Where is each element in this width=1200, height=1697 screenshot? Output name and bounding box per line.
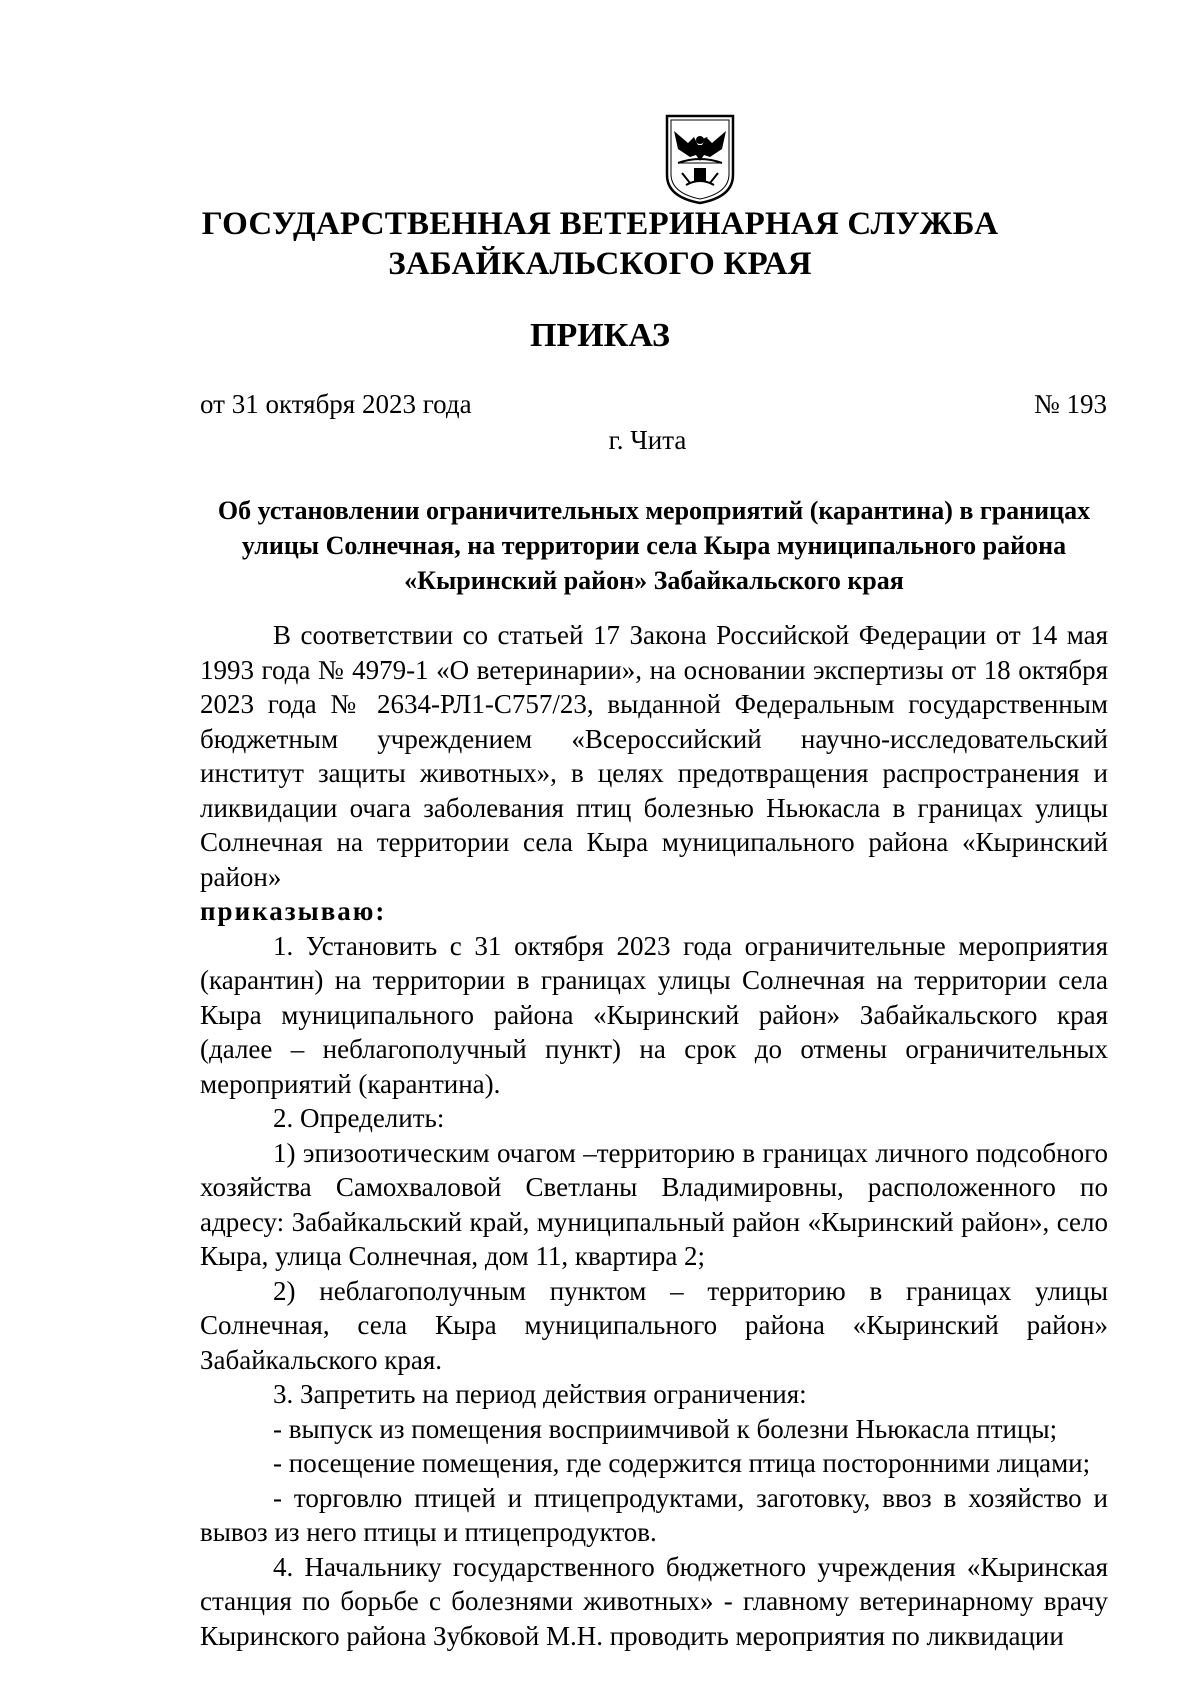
clause-2: 2. Определить: (273, 1103, 445, 1133)
document-type: ПРИКАЗ (530, 317, 670, 354)
clause-3-2: - посещение помещения, где содержится птица посторонними лицами; (273, 1448, 1091, 1478)
clause-1: 1. Установить с 31 октября 2023 года ограничительные мероприятия (карантин) на территории в границах улицы Солнечная на территории села Кыра муниципального района «Кыринский район» Забайкальского края (далее – неблагополучный пункт) на срок до отмены ограничительных мероприятий (карантина). (200, 930, 1108, 1099)
organization-title-line1: ГОСУДАРСТВЕННАЯ ВЕТЕРИНАРНАЯ СЛУЖБА (201, 206, 999, 242)
clause-2-1: 1) эпизоотическим очагом –территорию в границах личного подсобного хозяйства Самохваловой Светланы Владимировны, расположенного по адресу: Забайкальский край, муниципальный район «Кыринский район», село Кыра, улица Солнечная, дом 11, квартира 2; (200, 1137, 1108, 1271)
organization-title (0, 204, 1200, 284)
coat-of-arms-icon (664, 113, 736, 205)
decree-paragraph (200, 894, 1108, 929)
clause-4: 4. Начальнику государственного бюджетного учреждения «Кыринская станция по борьбе с болезнями животных» - главному ветеринарному врачу Кыринского района Зубковой М.Н. проводить мероприятия по ликвидации (200, 1551, 1108, 1651)
decree-word: приказываю: (200, 896, 387, 926)
order-city: г. Чита (608, 425, 687, 455)
preamble-paragraph: В соответствии со статьей 17 Закона Российской Федерации от 14 мая 1993 года № 4979-1 «О ветеринарии», на основании экспертизы от 18 октября 2023 года № 2634-РЛ1-С757/23, выданной Федеральным государственным бюджетным учреждением «Всероссийский научно-исследовательский институт защиты животных», в целях предотвращения распространения и ликвидации очага заболевания птиц болезнью Ньюкасла в границах улицы Солнечная на территории села Кыра муниципального района «Кыринский район» (200, 620, 1108, 892)
subject-line1: Об установлении ограничительных мероприятий (карантина) в границах (217, 496, 1091, 525)
order-subject (200, 493, 1108, 598)
subject-line2: улицы Солнечная, на территории села Кыра муниципального района (241, 531, 1067, 560)
organization-title-line2: ЗАБАЙКАЛЬСКОГО КРАЯ (388, 246, 812, 282)
clause-2-2: 2) неблагополучным пунктом – территорию в границах улицы Солнечная, села Кыра муниципального района «Кыринский район» Забайкальского края. (200, 1275, 1108, 1375)
order-body (200, 618, 1108, 1653)
clause-3-3: - торговлю птицей и птицепродуктами, заготовку, ввоз в хозяйство и вывоз из него птицы и птицепродуктов. (200, 1482, 1108, 1547)
subject-line3: «Кыринский район» Забайкальского края (404, 566, 904, 595)
order-date: от 31 октября 2023 года (200, 389, 472, 419)
clause-3: 3. Запретить на период действия ограничения: (273, 1379, 807, 1409)
clause-3-1: - выпуск из помещения восприимчивой к болезни Ньюкасла птицы; (273, 1413, 1058, 1444)
order-number: № 193 (1033, 389, 1107, 419)
